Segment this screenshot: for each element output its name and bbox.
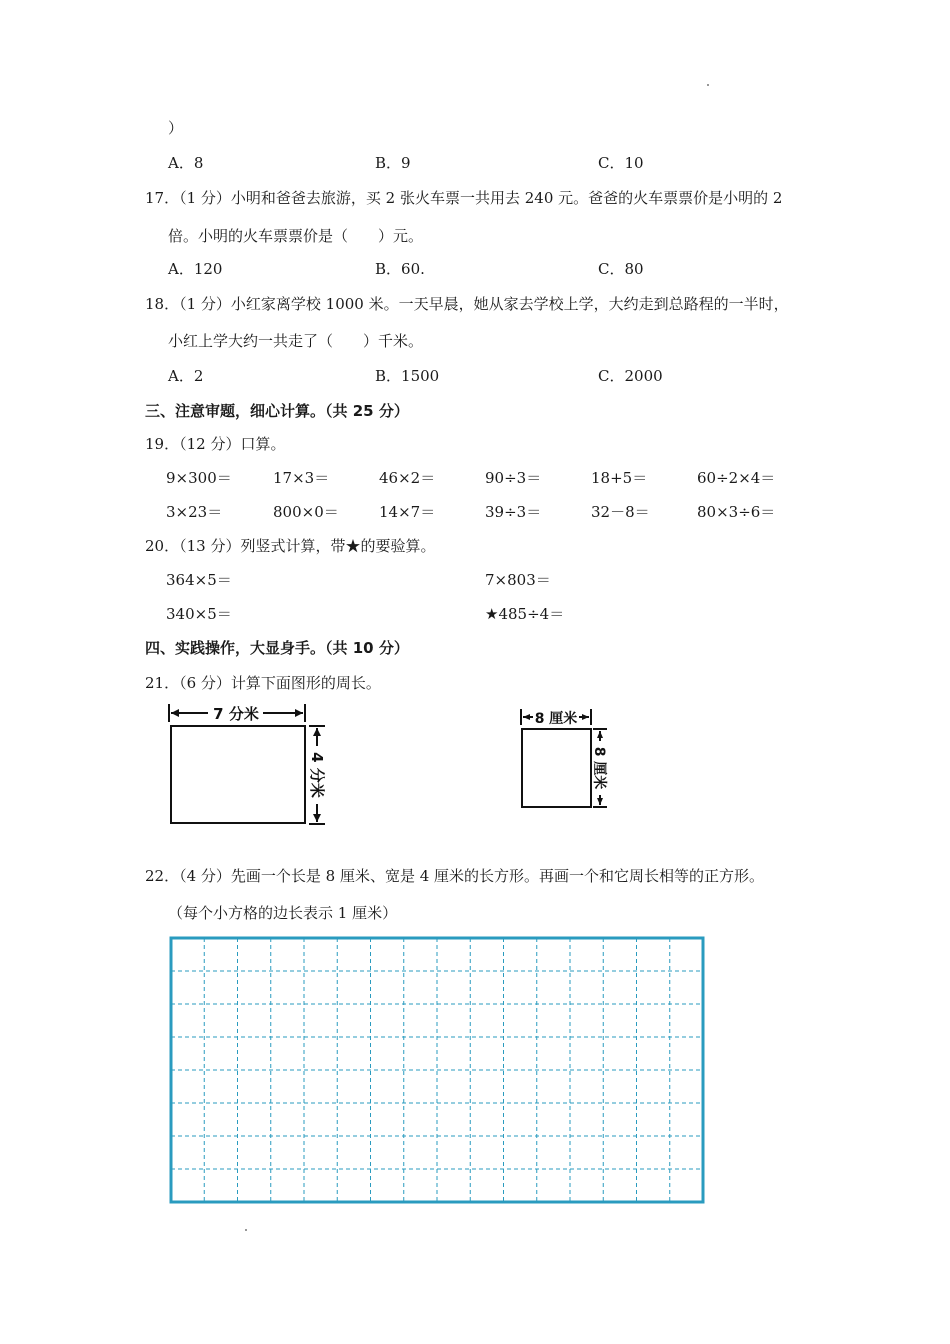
- footer-mark: [245, 1229, 247, 1231]
- q19-item: 9×300＝: [166, 469, 232, 487]
- q19-item: 90÷3＝: [485, 469, 542, 487]
- q19-item: 14×7＝: [379, 503, 436, 521]
- q19-item: 32－8＝: [591, 503, 650, 521]
- q17-line2: 倍。小明的火车票票价是（ ）元。: [168, 227, 424, 245]
- square-figure: [515, 705, 615, 815]
- q18-option-a: A．2: [168, 367, 204, 385]
- q19-title: 19．（12 分）口算。: [145, 435, 286, 453]
- q19-item: 17×3＝: [273, 469, 330, 487]
- q20-item: 7×803＝: [485, 571, 551, 589]
- q20-item: ★485÷4＝: [485, 605, 565, 623]
- q17-line1: 17．（1 分）小明和爸爸去旅游，买 2 张火车票一共用去 240 元。爸爸的火车票票价是小明的 2: [145, 189, 783, 207]
- q22-title: 22．（4 分）先画一个长是 8 厘米、宽是 4 厘米的长方形。再画一个和它周长相等的正方形。: [145, 867, 765, 885]
- q20-item: 364×5＝: [166, 571, 232, 589]
- q19-item: 80×3÷6＝: [697, 503, 776, 521]
- section3-title: 三、注意审题，细心计算。（共 25 分）: [145, 402, 409, 420]
- q18-option-c: C．2000: [598, 367, 663, 385]
- rect-height-label: 4 分米: [308, 752, 326, 798]
- q22-note: （每个小方格的边长表示 1 厘米）: [168, 904, 398, 922]
- q20-item: 340×5＝: [166, 605, 232, 623]
- q18-option-b: B．1500: [375, 367, 440, 385]
- q19-item: 18+5＝: [591, 469, 648, 487]
- q17-option-c: C．80: [598, 260, 644, 278]
- q16-option-c: C．10: [598, 154, 644, 172]
- q16-tail: ）: [168, 119, 184, 137]
- q21-title: 21．（6 分）计算下面图形的周长。: [145, 674, 381, 692]
- square-width-label: 8 厘米: [534, 711, 578, 727]
- q17-option-a: A．120: [168, 260, 223, 278]
- header-mark: [707, 84, 709, 86]
- rectangle-figure: [160, 700, 330, 830]
- drawing-grid[interactable]: [168, 935, 706, 1205]
- q17-option-b: B．60.: [375, 260, 425, 278]
- q19-item: 800×0＝: [273, 503, 339, 521]
- q16-option-a: A．8: [168, 154, 204, 172]
- q19-item: 60÷2×4＝: [697, 469, 776, 487]
- q18-line1: 18．（1 分）小红家离学校 1000 米。一天早晨，她从家去学校上学，大约走到总路程的一半时，: [145, 295, 789, 313]
- rect-width-label: 7 分米: [213, 705, 259, 723]
- section4-title: 四、实践操作，大显身手。（共 10 分）: [145, 639, 409, 657]
- q20-title: 20．（13 分）列竖式计算，带★的要验算。: [145, 537, 436, 555]
- q19-item: 3×23＝: [166, 503, 223, 521]
- square-height-label: 8 厘米: [591, 746, 607, 790]
- q16-option-b: B．9: [375, 154, 411, 172]
- q19-item: 46×2＝: [379, 469, 436, 487]
- q19-item: 39÷3＝: [485, 503, 542, 521]
- q18-line2: 小红上学大约一共走了（ ）千米。: [168, 332, 424, 350]
